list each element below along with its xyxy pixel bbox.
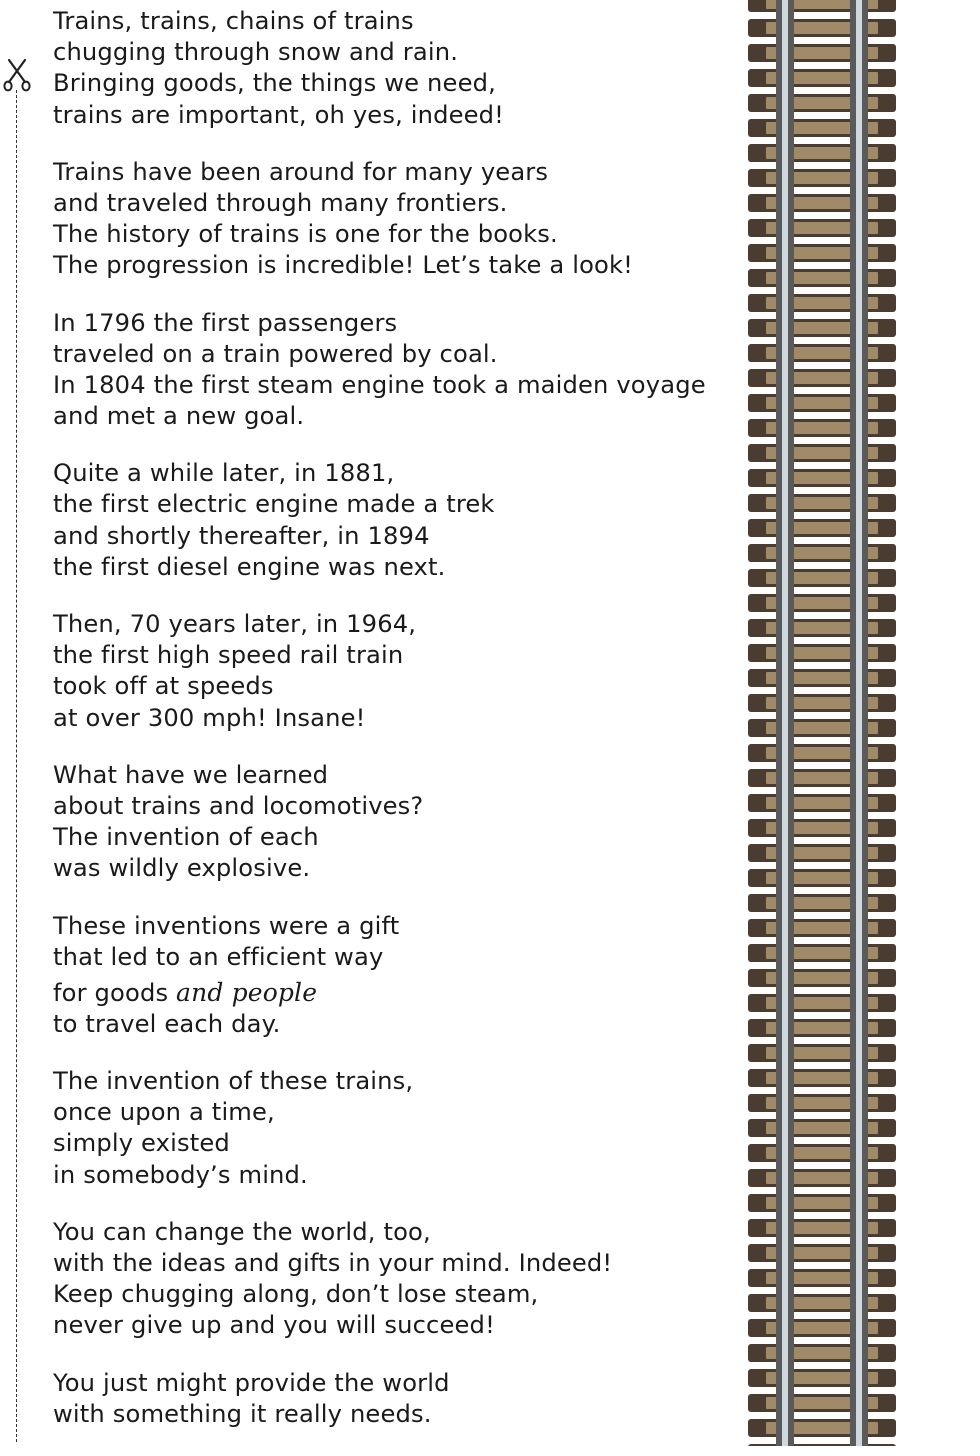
poem-line: took off at speeds: [53, 672, 274, 701]
poem-line: that led to an efficient way: [53, 942, 384, 971]
poem-line: Trains have been around for many years: [53, 157, 549, 186]
poem-line-prefix: for goods: [53, 978, 177, 1007]
poem-line: the first high speed rail train: [53, 641, 404, 670]
poem-line: These inventions were a gift: [53, 911, 400, 940]
poem-line: the first diesel engine was next.: [53, 552, 446, 581]
poem-line: chugging through snow and rain.: [53, 38, 459, 67]
poem-line: You can change the world, too,: [53, 1217, 431, 1246]
stanza-6: [53, 760, 733, 885]
stanza-4: [53, 458, 733, 583]
stanza-10: [53, 1368, 733, 1430]
rail-left-highlight: [782, 0, 788, 1446]
stanza-2: [53, 157, 733, 282]
poem-line: Quite a while later, in 1881,: [53, 459, 395, 488]
stanza-1: [53, 6, 733, 131]
poem-line: never give up and you will succeed!: [53, 1311, 495, 1340]
poem-line: with the ideas and gifts in your mind. Indeed!: [53, 1249, 613, 1277]
poem-line: The progression is incredible! Let’s take a look!: [53, 251, 633, 280]
railroad-track-icon: [748, 0, 896, 1446]
poem-line: Bringing goods, the things we need,: [53, 69, 496, 98]
poem-line: and shortly thereafter, in 1894: [53, 521, 430, 550]
poem-line: The history of trains is one for the books.: [53, 220, 558, 249]
stanza-8: [53, 1066, 733, 1191]
poem-line: in somebody’s mind.: [53, 1160, 308, 1189]
poem-line: and traveled through many frontiers.: [53, 188, 508, 217]
poem-line: Trains, trains, chains of trains: [53, 7, 414, 35]
poem-line: What have we learned: [53, 760, 329, 789]
poem-line: The invention of these trains,: [53, 1067, 414, 1096]
poem-line: In 1804 the first steam engine took a maiden voyage: [53, 370, 706, 399]
poem-line: the first electric engine made a trek: [53, 490, 495, 519]
stanza-9: [53, 1217, 733, 1342]
cut-line: [16, 90, 17, 1442]
poem-line: simply existed: [53, 1129, 230, 1158]
poem-line: The invention of each: [53, 823, 319, 852]
poem: [53, 6, 733, 1456]
stanza-3: [53, 308, 733, 433]
rail-right-highlight: [856, 0, 862, 1446]
stanza-5: [53, 609, 733, 734]
poem-line: You just might provide the world: [53, 1368, 450, 1397]
poem-line: In 1796 the first passengers: [53, 308, 398, 337]
poem-line: once upon a time,: [53, 1098, 275, 1127]
poem-line: and met a new goal.: [53, 402, 305, 431]
stanza-7: [53, 911, 733, 1041]
poem-line: Keep chugging along, don’t lose steam,: [53, 1280, 539, 1309]
poem-line: trains are important, oh yes, indeed!: [53, 100, 505, 129]
poem-line: was wildly explosive.: [53, 854, 311, 883]
poem-line: with something it really needs.: [53, 1399, 432, 1428]
poem-line: traveled on a train powered by coal.: [53, 339, 498, 368]
poem-line: at over 300 mph! Insane!: [53, 703, 366, 732]
poem-line: Then, 70 years later, in 1964,: [53, 610, 417, 638]
scissors-icon: [3, 58, 31, 92]
poem-line: about trains and locomotives?: [53, 791, 424, 820]
poem-line: to travel each day.: [53, 1009, 281, 1038]
poem-line: [53, 973, 733, 1009]
emphasis-text: and people: [176, 977, 318, 1007]
